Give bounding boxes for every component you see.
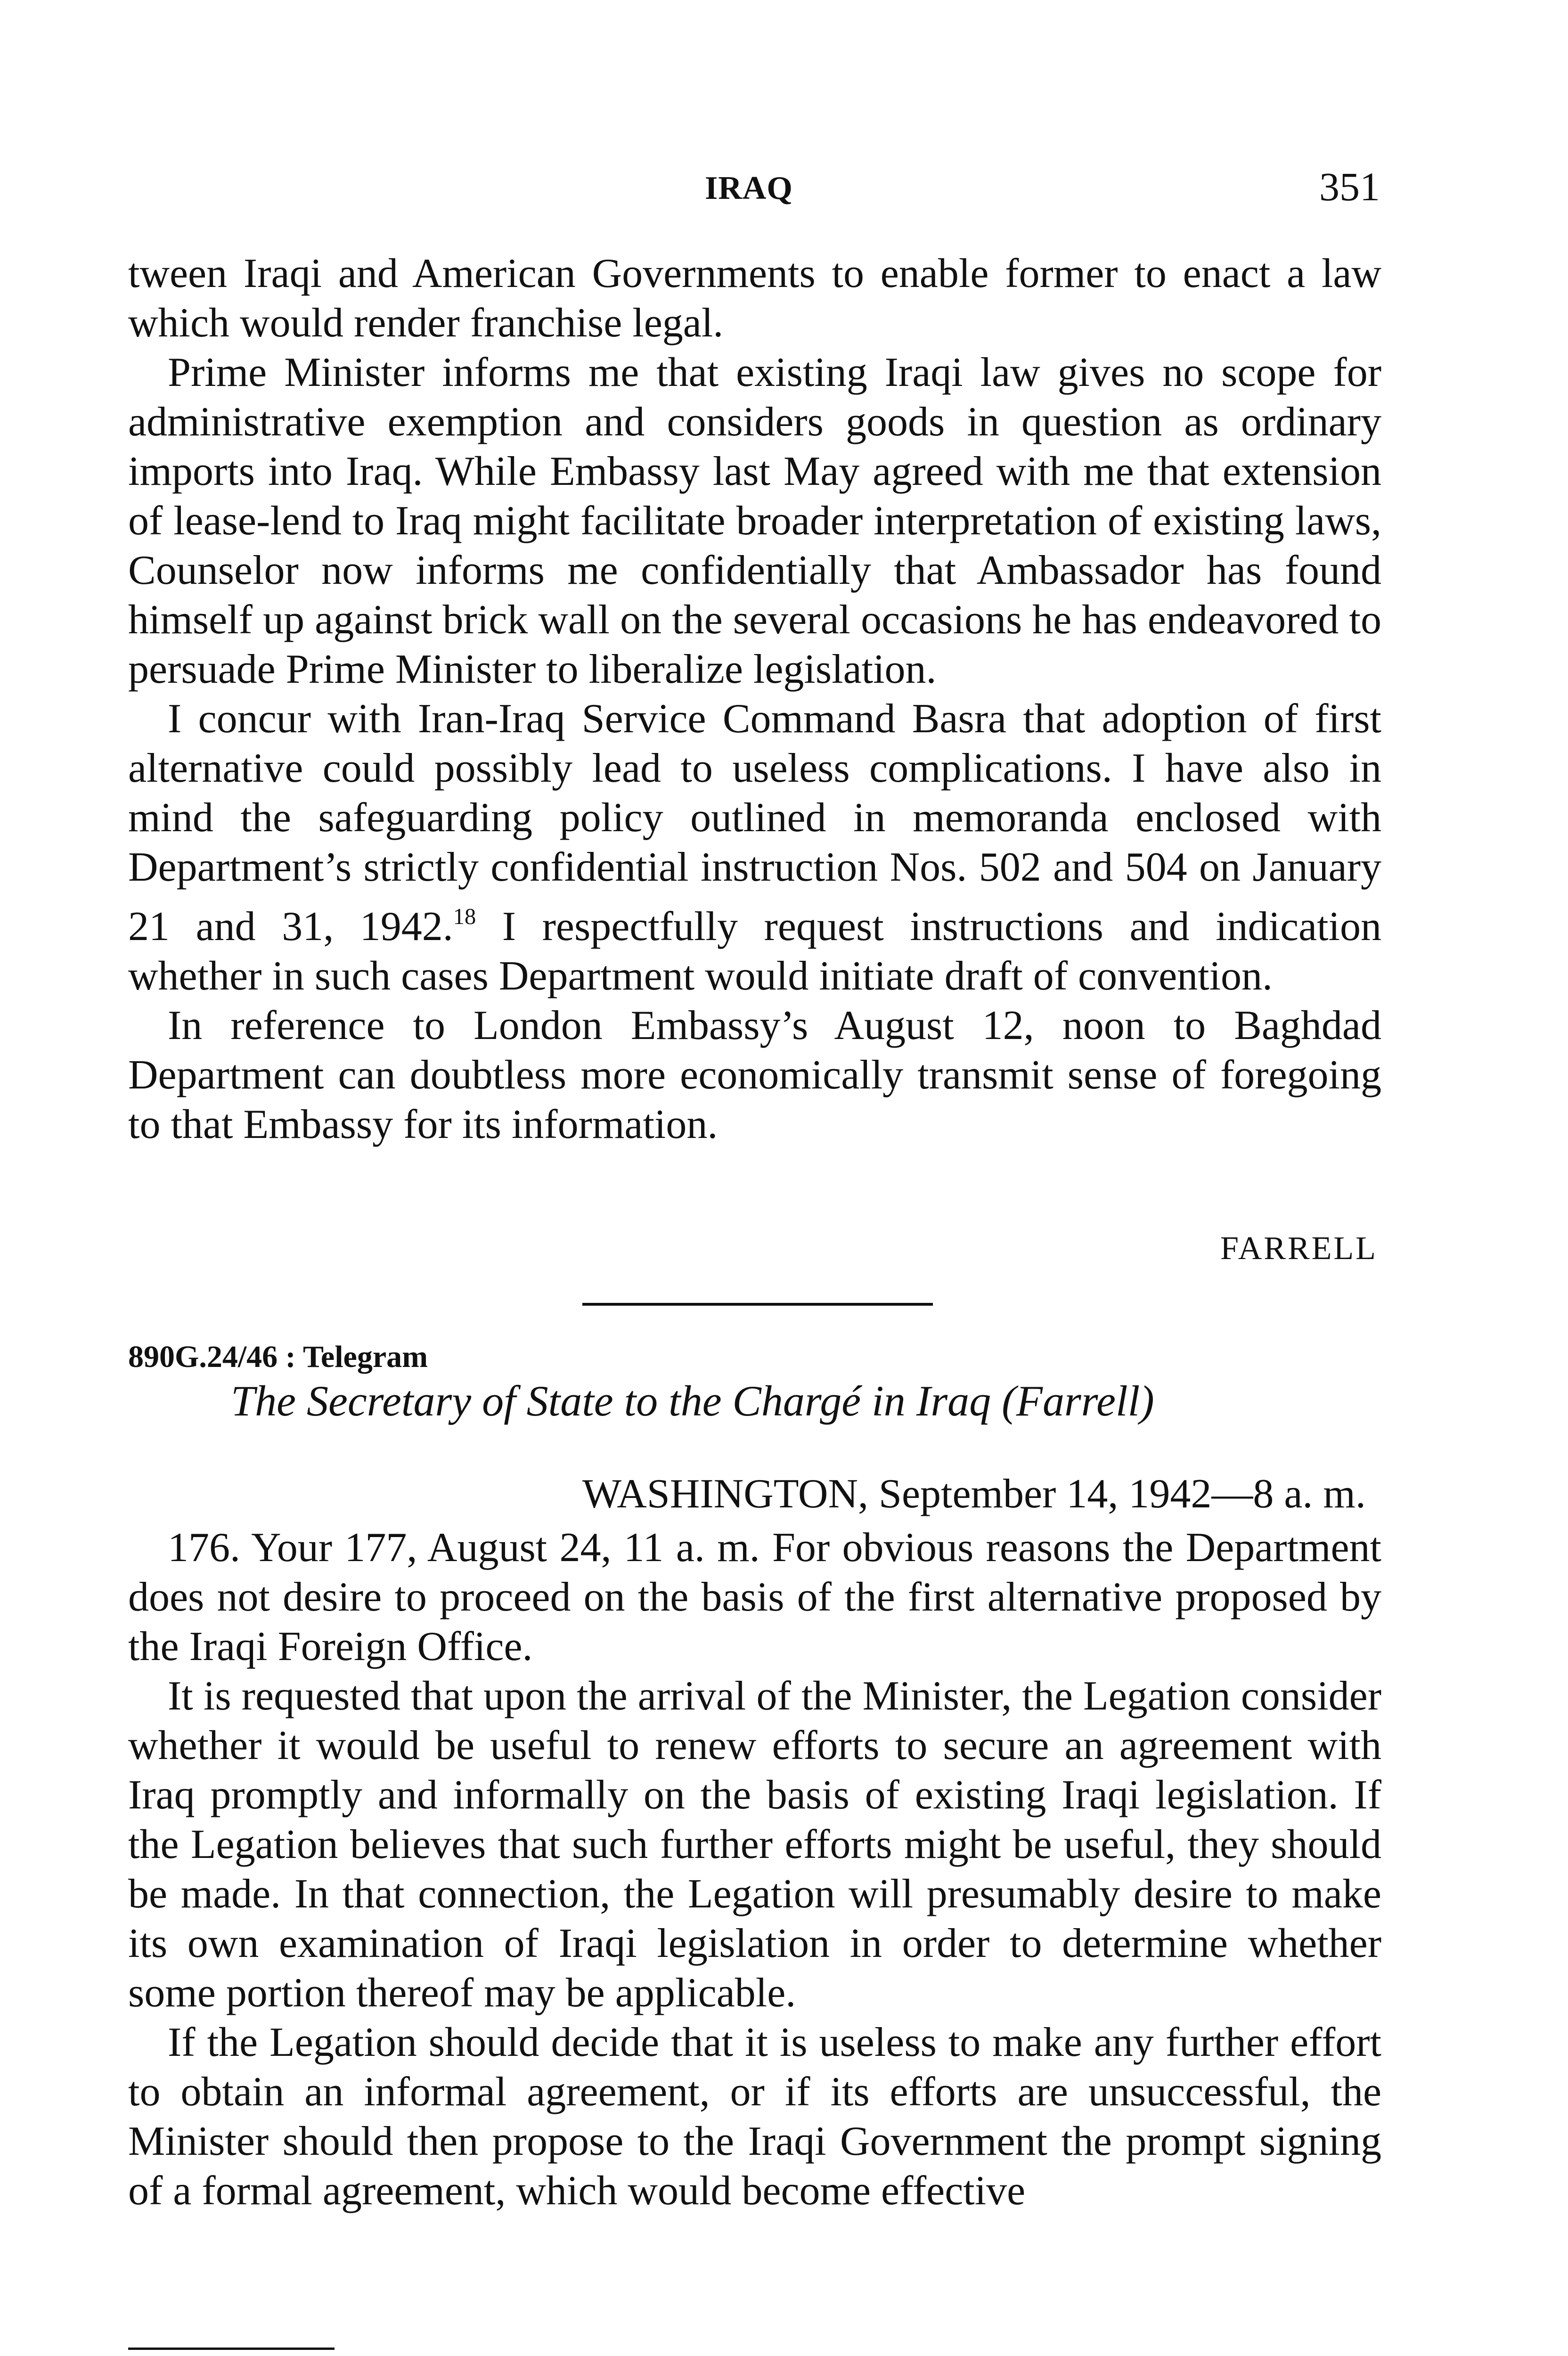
paragraph: It is requested that upon the arrival of the Minister, the Legation consider whether it would be useful to renew efforts to secure an agreement with Iraq promptly and informally on the basis of existing Iraqi legislation. If the Legation believes that such further efforts might be useful, they should be made. In that connection, the Legation will presumably desire to make its own examination of Iraqi legislation in order to determine whether some portion thereof may be applicable. xyxy=(128,1673,1381,2016)
running-head: IRAQ xyxy=(705,170,793,206)
paragraph: 176. Your 177, August 24, 11 a. m. For obvious reasons the Department does not desire to proceed on the basis of the first alternative proposed by the Iraqi Foreign Office. xyxy=(128,1525,1381,1669)
signature: FARRELL xyxy=(1220,1230,1378,1267)
paragraph-with-footnote xyxy=(128,694,1381,1001)
paragraph: Prime Minister informs me that existing Iraqi law gives no scope for administrative exemption and considers goods in question as ordinary imports into Iraq. While Embassy last May agreed with me that extension of lease-lend to Iraq might facilitate broader interpretation of existing laws, Counselor now informs me confidentially that Ambassador has found himself up against brick wall on the several occasions he has endeavored to persuade Prime Minister to liberalize legislation. xyxy=(128,350,1381,692)
paragraph: In reference to London Embassy’s August 12, noon to Baghdad Department can doubtless more economically transmit sense of foregoing to that Embassy for its information. xyxy=(128,1002,1381,1147)
file-reference: 890G.24/46 : Telegram xyxy=(128,1340,428,1374)
paragraph-text-continued: I respectfully request instructions and indication whether in such cases Department would initiate draft of convention. xyxy=(128,903,1381,999)
first-document-body xyxy=(128,249,1381,1149)
document-title: The Secretary of State to the Chargé in Iraq (Farrell) xyxy=(231,1377,1154,1425)
footnote-divider xyxy=(128,2348,335,2350)
dateline: WASHINGTON, September 14, 1942—8 a. m. xyxy=(582,1471,1366,1517)
paragraph-text: I concur with Iran-Iraq Service Command Basra that adoption of first alternative could possibly lead to useless complications. I have also in mind the safeguarding policy outlined in memoranda enclosed with Department’s strictly confidential instruction Nos. 502 and 504 on January 21 and 31, 1942. xyxy=(128,696,1381,949)
second-document-body xyxy=(128,1523,1381,2216)
footnote-reference: 18 xyxy=(453,904,476,929)
paragraph-continuation: tween Iraqi and American Governments to enable former to enact a law which would render franchise legal. xyxy=(128,251,1381,346)
section-divider xyxy=(582,1303,933,1306)
page-number: 351 xyxy=(1319,164,1380,209)
paragraph: If the Legation should decide that it is useless to make any further effort to obtain an informal agreement, or if its efforts are unsuccessful, the Minister should then propose to the Iraqi Government the prompt signing of a formal agreement, which would become effective xyxy=(128,2020,1381,2214)
